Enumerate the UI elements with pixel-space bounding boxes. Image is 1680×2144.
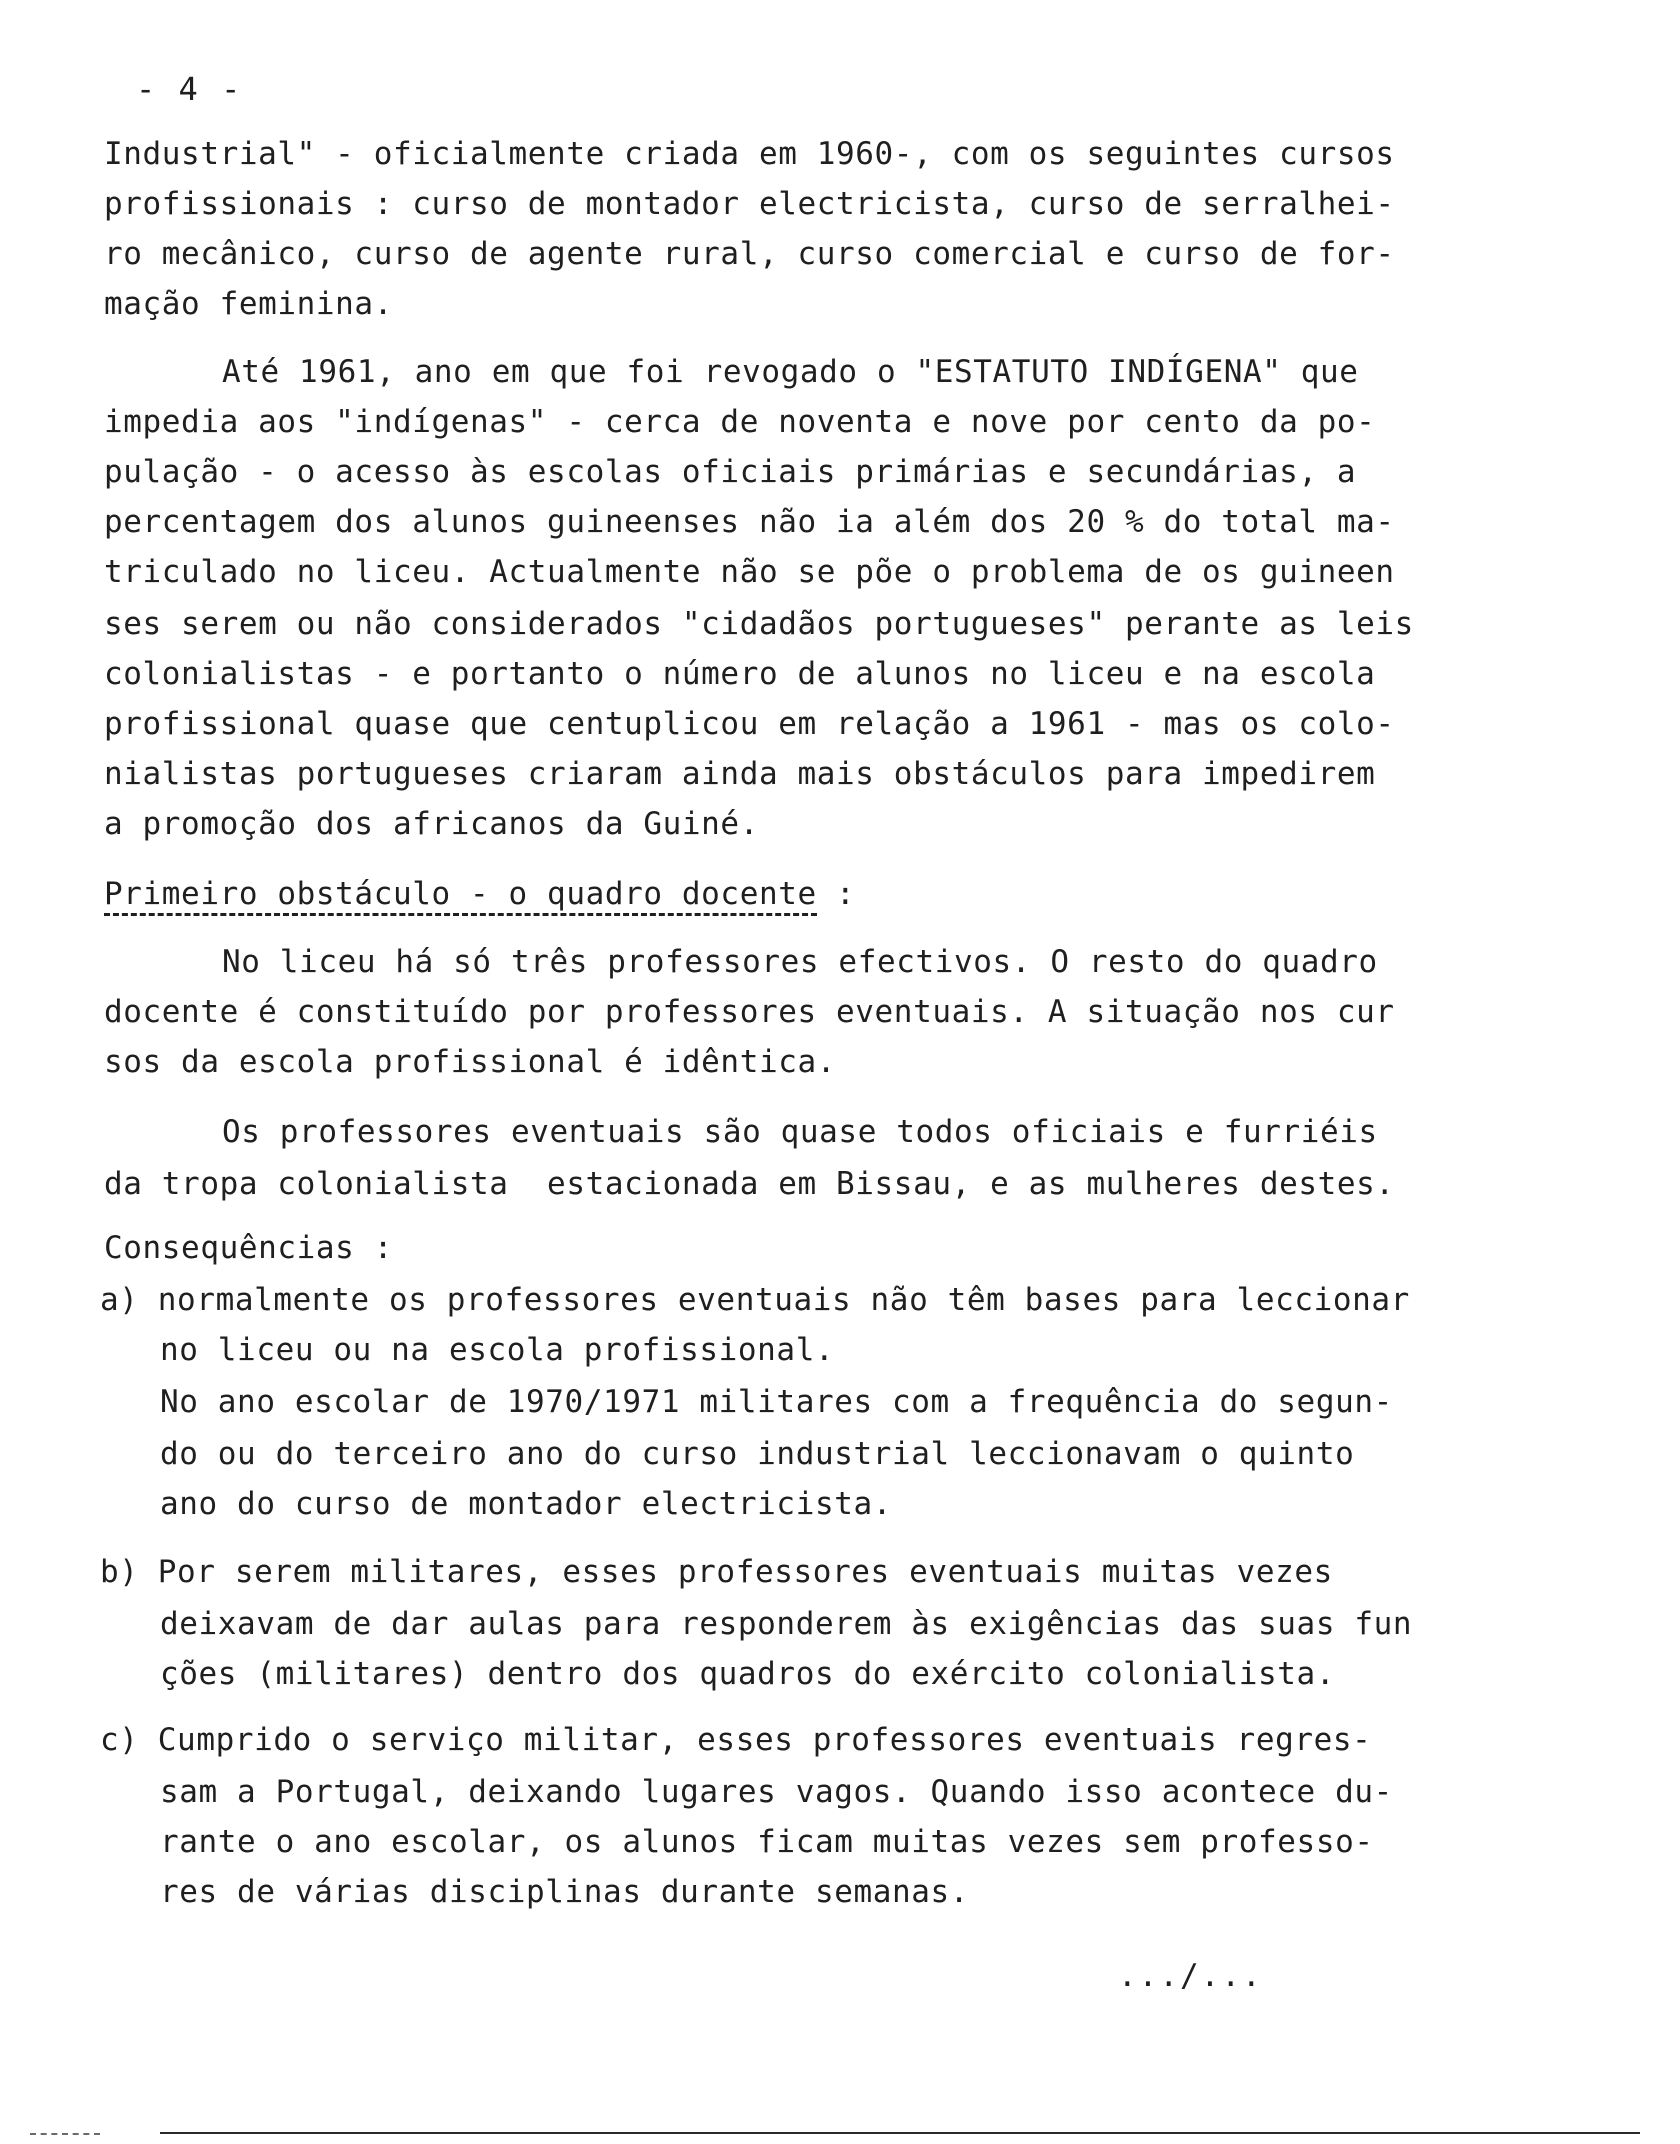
list-item-line: No ano escolar de 1970/1971 militares com a frequência do segun- xyxy=(160,1384,1393,1420)
text-line: ro mecânico, curso de agente rural, curso comercial e curso de for- xyxy=(104,236,1395,272)
continuation-mark: .../... xyxy=(1118,1958,1263,1994)
page-number: - 4 - xyxy=(136,70,243,108)
list-item-line: ano do curso de montador electricista. xyxy=(160,1486,893,1522)
footer-rule-left xyxy=(30,2133,100,2136)
list-item-line: rante o ano escolar, os alunos ficam muitas vezes sem professo- xyxy=(160,1824,1374,1860)
list-item-c: c) Cumprido o serviço militar, esses professores eventuais regres- xyxy=(100,1722,1372,1758)
section-heading xyxy=(104,874,855,914)
text-line: nialistas portugueses criaram ainda mais obstáculos para impedirem xyxy=(104,756,1376,792)
list-item-line: deixavam de dar aulas para responderem às exigências das suas fun xyxy=(160,1606,1413,1642)
text-line: Os professores eventuais são quase todos oficiais e furriéis xyxy=(222,1114,1378,1150)
text-line: Industrial" - oficialmente criada em 1960-, com os seguintes cursos xyxy=(104,136,1395,172)
consequences-label: Consequências : xyxy=(104,1230,393,1266)
text-line: impedia aos "indígenas" - cerca de noventa e nove por cento da po- xyxy=(104,404,1376,440)
list-item-line: no liceu ou na escola profissional. xyxy=(160,1332,835,1368)
text-line: mação feminina. xyxy=(104,286,393,322)
text-line: No liceu há só três professores efectivos. O resto do quadro xyxy=(222,944,1378,980)
footer-rule xyxy=(160,2132,1640,2134)
section-heading-suffix: : xyxy=(816,876,856,912)
text-line: docente é constituído por professores eventuais. A situação nos cur xyxy=(104,994,1395,1030)
text-line: profissionais : curso de montador electricista, curso de serralhei- xyxy=(104,186,1395,222)
text-line: da tropa colonialista estacionada em Bissau, e as mulheres destes. xyxy=(104,1166,1395,1202)
list-item-b: b) Por serem militares, esses professores eventuais muitas vezes xyxy=(100,1554,1333,1590)
section-heading-text: Primeiro obstáculo - o quadro docente xyxy=(104,876,817,916)
text-line: triculado no liceu. Actualmente não se põe o problema de os guineen xyxy=(104,554,1395,590)
text-line: sos da escola profissional é idêntica. xyxy=(104,1044,837,1080)
text-line: profissional quase que centuplicou em relação a 1961 - mas os colo- xyxy=(104,706,1395,742)
text-line: a promoção dos africanos da Guiné. xyxy=(104,806,759,842)
list-item-line: do ou do terceiro ano do curso industrial leccionavam o quinto xyxy=(160,1436,1355,1472)
text-line: ses serem ou não considerados "cidadãos portugueses" perante as leis xyxy=(104,606,1414,642)
text-line: pulação - o acesso às escolas oficiais primárias e secundárias, a xyxy=(104,454,1357,490)
text-line: Até 1961, ano em que foi revogado o "ESTATUTO INDÍGENA" que xyxy=(222,354,1359,390)
text-line: percentagem dos alunos guineenses não ia além dos 20 % do total ma- xyxy=(104,504,1395,540)
list-item-line: res de várias disciplinas durante semanas. xyxy=(160,1874,970,1910)
list-item-line: ções (militares) dentro dos quadros do exército colonialista. xyxy=(160,1656,1336,1692)
list-item-a: a) normalmente os professores eventuais não têm bases para leccionar xyxy=(100,1282,1410,1318)
list-item-line: sam a Portugal, deixando lugares vagos. Quando isso acontece du- xyxy=(160,1774,1393,1810)
text-line: colonialistas - e portanto o número de alunos no liceu e na escola xyxy=(104,656,1376,692)
